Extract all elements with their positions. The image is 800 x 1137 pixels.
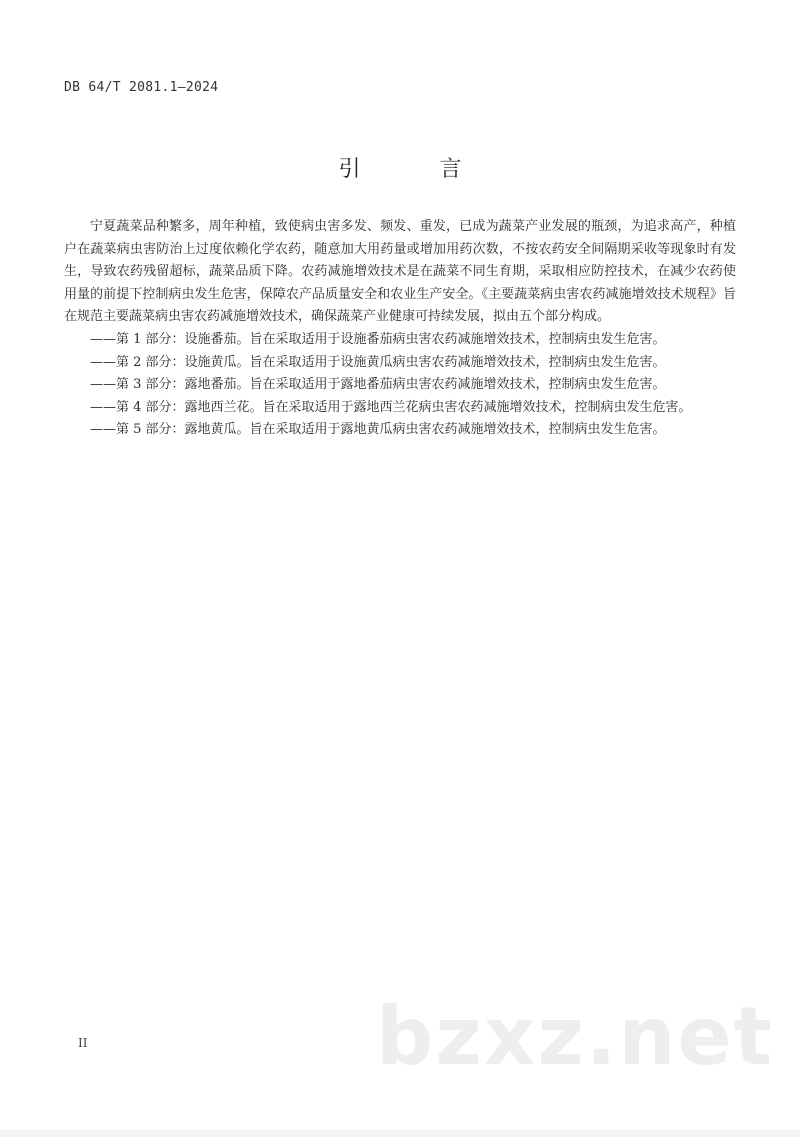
part-item-3: ——第 3 部分：露地番茄。旨在采取适用于露地番茄病虫害农药减施增效技术，控制病虫发生危害。	[90, 377, 666, 393]
part-item-5: ——第 5 部分：露地黄瓜。旨在采取适用于露地黄瓜病虫害农药减施增效技术，控制病虫发生危害。	[90, 422, 666, 438]
page-number: II	[78, 1036, 88, 1050]
part-item-4: ——第 4 部分：露地西兰花。旨在采取适用于露地西兰花病虫害农药减施增效技术，控制病虫发生危害。	[90, 399, 692, 415]
intro-paragraph: 宁夏蔬菜品种繁多，周年种植，致使病虫害多发、频发、重发，已成为蔬菜产业发展的瓶颈，为追求高产，种植户在蔬菜病虫害防治上过度依赖化学农药，随意加大用药量或增加用药次数，不按农药安全间隔期采收等现象时有发生，导致农药残留超标，蔬菜品质下降。农药减施增效技术是在蔬菜不同生育期，采取相应防控技术，在减少农药使用量的前提下控制病虫发生危害，保障农产品质量安全和农业生产安全。《主要蔬菜病虫害农药减施增效技术规程》旨在规范主要蔬菜病虫害农药减施增效技术，确保蔬菜产业健康可持续发展，拟由五个部分构成。	[64, 219, 736, 325]
watermark: bzxz.net	[376, 990, 774, 1083]
document-code: DB 64/T 2081.1—2024	[64, 80, 219, 95]
part-item-1: ——第 1 部分：设施番茄。旨在采取适用于设施番茄病虫害农药减施增效技术，控制病虫发生危害。	[90, 331, 666, 347]
part-item-2: ——第 2 部分：设施黄瓜。旨在采取适用于设施黄瓜病虫害农药减施增效技术，控制病虫发生危害。	[90, 354, 666, 370]
page-bottom-edge	[0, 1130, 800, 1137]
document-body	[64, 216, 736, 442]
section-title: 引 言	[338, 157, 498, 182]
